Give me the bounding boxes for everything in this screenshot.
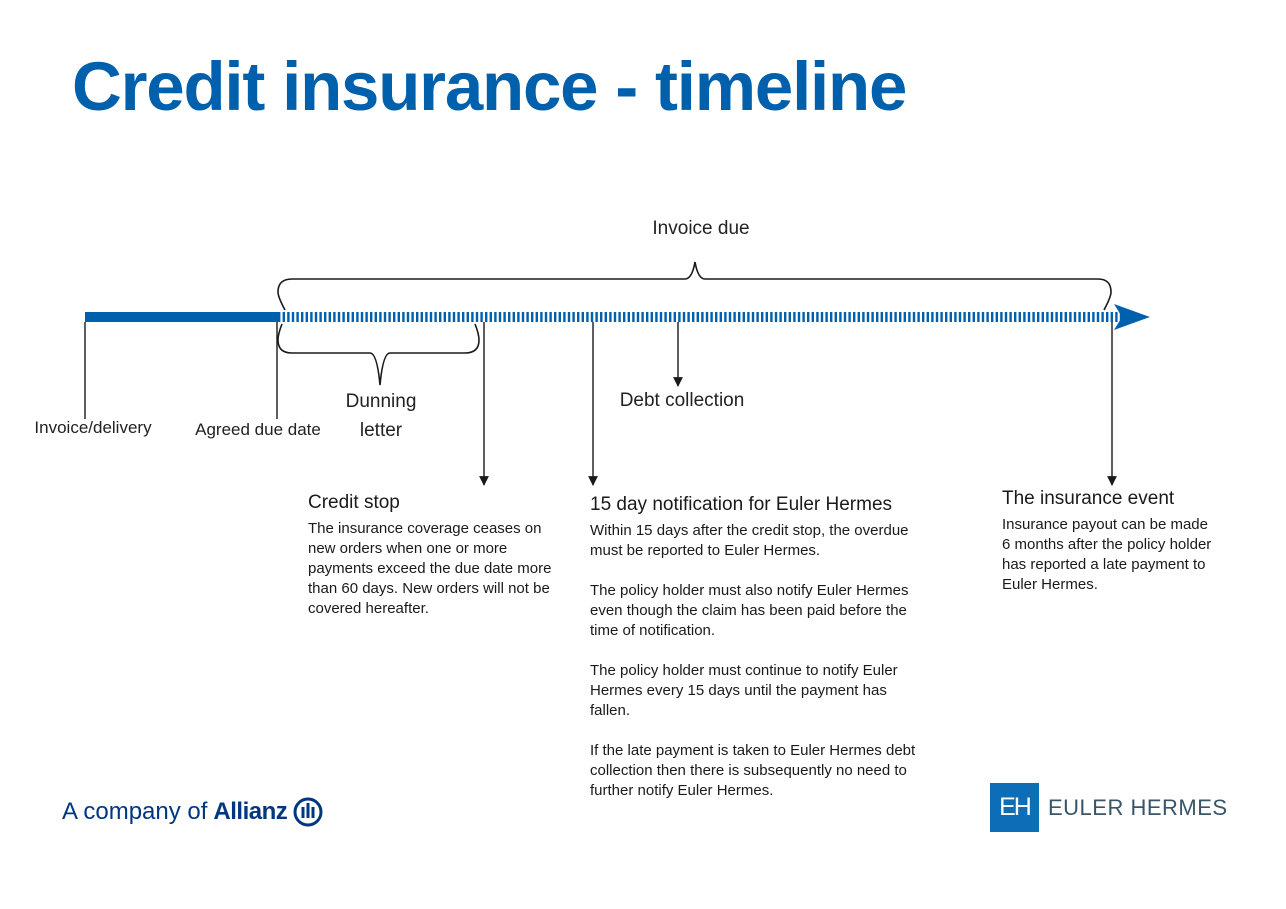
timeline-arrowhead	[1114, 304, 1150, 330]
notification-paragraph: Within 15 days after the credit stop, the overdue must be reported to Euler Hermes.	[590, 522, 909, 559]
allianz-brand: Allianz	[213, 798, 288, 825]
dunning-letter-label-line2: letter	[359, 420, 403, 441]
euler-hermes-name: EULER HERMES	[1048, 794, 1228, 820]
credit-stop-title: Credit stop	[308, 492, 400, 513]
allianz-prefix: A company of	[62, 798, 208, 825]
euler-hermes-mark: EH	[990, 783, 1039, 832]
page-title: Credit insurance - timeline	[72, 48, 907, 125]
invoice-delivery-label: Invoice/delivery	[34, 418, 152, 437]
invoice-due-label: Invoice due	[652, 218, 750, 239]
insurance-event-title: The insurance event	[1002, 488, 1175, 509]
allianz-branding	[62, 797, 323, 827]
notification-block	[590, 494, 922, 821]
dunning-letter-brace	[278, 324, 479, 385]
notification-title: 15 day notification for Euler Hermes	[590, 494, 893, 515]
insurance-event-block	[1002, 488, 1217, 615]
insurance-event-text: Insurance payout can be made 6 months after the policy holder has reported a late payment to Euler Hermes.	[1002, 516, 1212, 593]
notification-paragraph: If the late payment is taken to Euler Hermes debt collection then there is subsequently no need to further notify Euler Hermes.	[590, 742, 916, 799]
agreed-due-date-label: Agreed due date	[195, 420, 321, 439]
notification-paragraph: The policy holder must continue to notify Euler Hermes every 15 days until the payment has fallen.	[590, 662, 898, 719]
euler-hermes-logo	[990, 783, 1228, 832]
timeline-solid-bar	[85, 312, 278, 322]
dunning-letter-label-line1: Dunning	[345, 391, 417, 412]
allianz-logo-icon	[293, 797, 323, 827]
debt-collection-label: Debt collection	[619, 390, 745, 411]
credit-stop-text: The insurance coverage ceases on new orders when one or more payments exceed the due date more than 60 days. New orders will not be covered hereafter.	[308, 520, 552, 617]
invoice-due-brace	[278, 262, 1111, 310]
credit-stop-block	[308, 492, 560, 639]
notification-paragraph: The policy holder must also notify Euler Hermes even though the claim has been paid before the time of notification.	[590, 582, 909, 639]
